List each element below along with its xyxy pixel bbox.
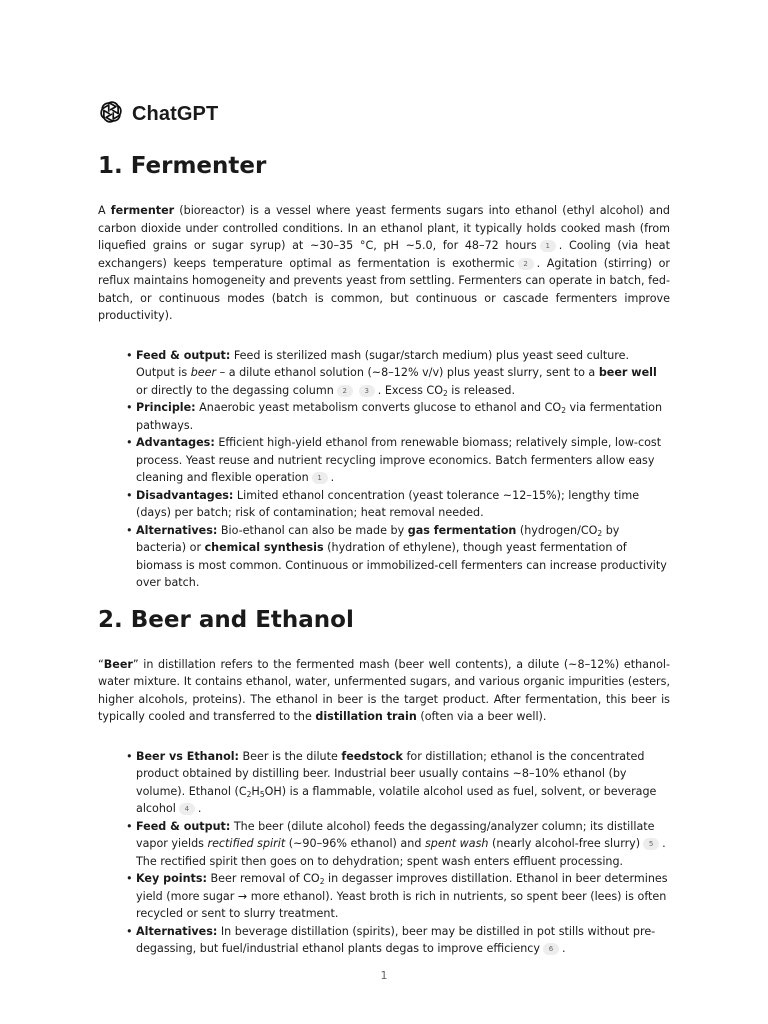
- citation-badge[interactable]: 2: [337, 385, 353, 397]
- citation-badge[interactable]: 3: [359, 385, 375, 397]
- term-beer: Beer: [103, 657, 133, 671]
- bullet-beer-vs-ethanol: • Beer vs Ethanol: Beer is the dilute feedstock for distillation; ethanol is the concentrated product obtained by distilling beer. Industrial beer usually contains ~8–10% ethanol (by volume). Ethanol $(C_2H_5OH)$ is a flammable, volatile alcohol used as fuel, solvent, or beverage alcohol 4 .: [126, 748, 670, 818]
- brand-name: ChatGPT: [132, 102, 219, 125]
- bullet-principle: • Principle: Anaerobic yeast metabolism converts glucose to ethanol and $CO_2$ via fermentation pathways.: [126, 399, 670, 434]
- citation-badge[interactable]: 4: [179, 803, 195, 815]
- citation-badge[interactable]: 6: [543, 943, 559, 955]
- bullet-disadvantages: • Disadvantages: Limited ethanol concentration (yeast tolerance ~12–15%); lengthy time (days) per batch; risk of contamination; heat removal needed.: [126, 487, 670, 522]
- page-number: 1: [380, 969, 388, 982]
- citation-badge[interactable]: 2: [518, 258, 534, 270]
- section-1-bullet-list: [98, 347, 670, 592]
- section-2-bullet-list: [98, 748, 670, 958]
- bullet-feed-output: • Feed & output: The beer (dilute alcohol) feeds the degassing/analyzer column; its distillate vapor yields rectified spirit (~90–96% ethanol) and spent wash (nearly alcohol-free slurry) 5 . The rectified spirit then goes on to dehydration; spent wash enters effluent processing.: [126, 818, 670, 871]
- bullet-advantages: • Advantages: Efficient high-yield ethanol from renewable biomass; relatively simple, low-cost process. Yeast reuse and nutrient recycling improve economics. Batch fermenters allow easy cleaning and flexible operation 1 .: [126, 434, 670, 487]
- term-fermenter: fermenter: [110, 204, 175, 217]
- brand-header: [98, 100, 670, 128]
- section-1-intro: A fermenter (bioreactor) is a vessel where yeast ferments sugars into ethanol (ethyl alcohol) and carbon dioxide under controlled conditions. In an ethanol plant, it typically holds cooked mash (from liquefied grains or sugar syrup) at ~30–35 °C, pH ~5.0, for 48–72 hours 1 . Cooling (via heat exchangers) keeps temperature optimal as fermentation is exothermic 2 . Agitation (stirring) or reflux maintains homogeneity and prevents yeast from settling. Fermenters can operate in batch, fed-batch, or continuous modes (batch is common, but continuous or cascade fermenters improve productivity).: [98, 204, 671, 322]
- term-distillation-train: distillation train: [315, 710, 417, 723]
- document-page: [98, 100, 670, 958]
- citation-badge[interactable]: 1: [312, 472, 328, 484]
- bullet-key-points: • Key points: Beer removal of $CO_2$ in degasser improves distillation. Ethanol in beer determines yield (more sugar → more ethanol). Yeast broth is rich in nutrients, so spent beer (lees) is often recycled or sent to slurry treatment.: [126, 870, 670, 923]
- citation-badge[interactable]: 5: [643, 838, 659, 850]
- section-2-heading: 2. Beer and Ethanol: [98, 606, 354, 633]
- openai-logo-icon: [98, 99, 124, 129]
- section-1-heading: 1. Fermenter: [98, 153, 267, 179]
- bullet-alternatives: • Alternatives: Bio-ethanol can also be made by gas fermentation ($hydrogen/CO_2$ by bacteria) or chemical synthesis (hydration of ethylene), though yeast fermentation of biomass is most common. Continuous or immobilized-cell fermenters can increase productivity over batch.: [126, 522, 670, 592]
- section-2-intro: “Beer” in distillation refers to the fermented mash (beer well contents), a dilute (~8–12%) ethanol-water mixture. It contains ethanol, water, unfermented sugars, and various organic impurities (esters, higher alcohols, proteins). The ethanol in beer is the target product. After fermentation, this beer is typically cooled and transferred to the distillation train (often via a beer well).: [98, 657, 670, 723]
- bullet-feed-output: • Feed & output: Feed is sterilized mash (sugar/starch medium) plus yeast seed culture. Output is beer – a dilute ethanol solution (~8–12% v/v) plus yeast slurry, sent to a beer well or directly to the degassing column 2 3 . Excess $CO_2$ is released.: [126, 347, 670, 400]
- bullet-alternatives: • Alternatives: In beverage distillation (spirits), beer may be distilled in pot stills without pre-degassing, but fuel/industrial ethanol plants degas to improve efficiency 6 .: [126, 923, 670, 958]
- citation-badge[interactable]: 1: [540, 240, 556, 252]
